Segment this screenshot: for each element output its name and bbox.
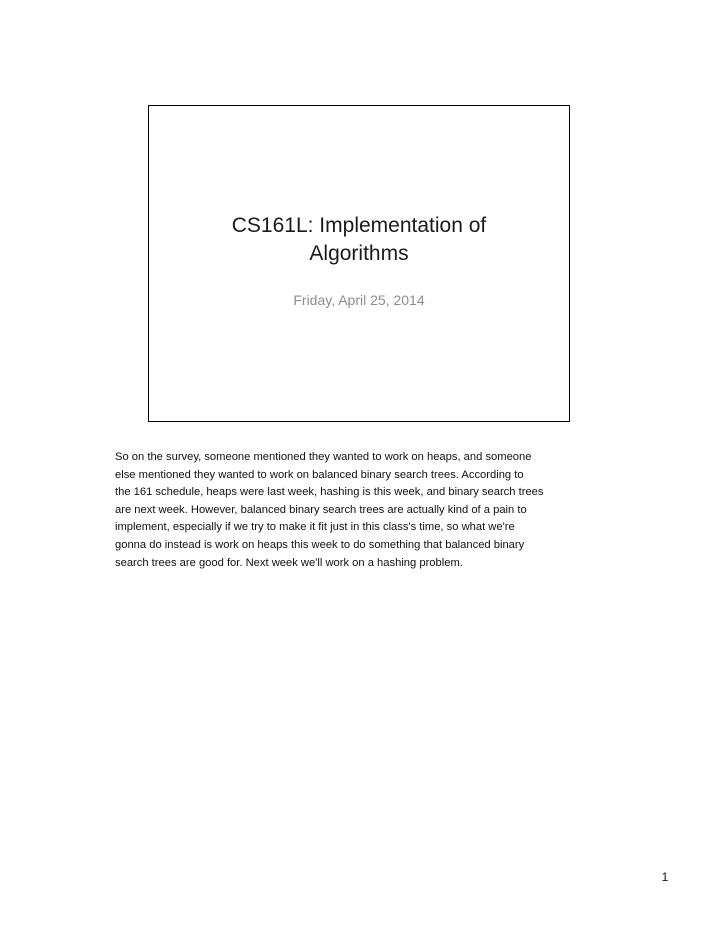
notes-line: the 161 schedule, heaps were last week, hashing is this week, and binary search trees [115, 486, 544, 499]
notes-line: else mentioned they wanted to work on balanced binary search trees. According to [115, 468, 524, 481]
slide-title: CS161L: Implementation of Algorithms [231, 214, 487, 265]
notes-line: are next week. However, balanced binary search trees are actually kind of a pain to [115, 503, 527, 516]
slide-subtitle-date: Friday, April 25, 2014 [293, 292, 425, 308]
notes-line: search trees are good for. Next week we'll work on a hashing problem. [115, 556, 463, 569]
notes-line: So on the survey, someone mentioned they wanted to work on heaps, and someone [115, 451, 532, 463]
notes-line: implement, especially if we try to make it fit just in this class's time, so what we're [115, 521, 515, 534]
slide-thumbnail [148, 105, 570, 422]
speaker-notes [115, 449, 615, 572]
page-number: 1 [661, 870, 669, 884]
notes-line: gonna do instead is work on heaps this week to do something that balanced binary [115, 538, 525, 551]
